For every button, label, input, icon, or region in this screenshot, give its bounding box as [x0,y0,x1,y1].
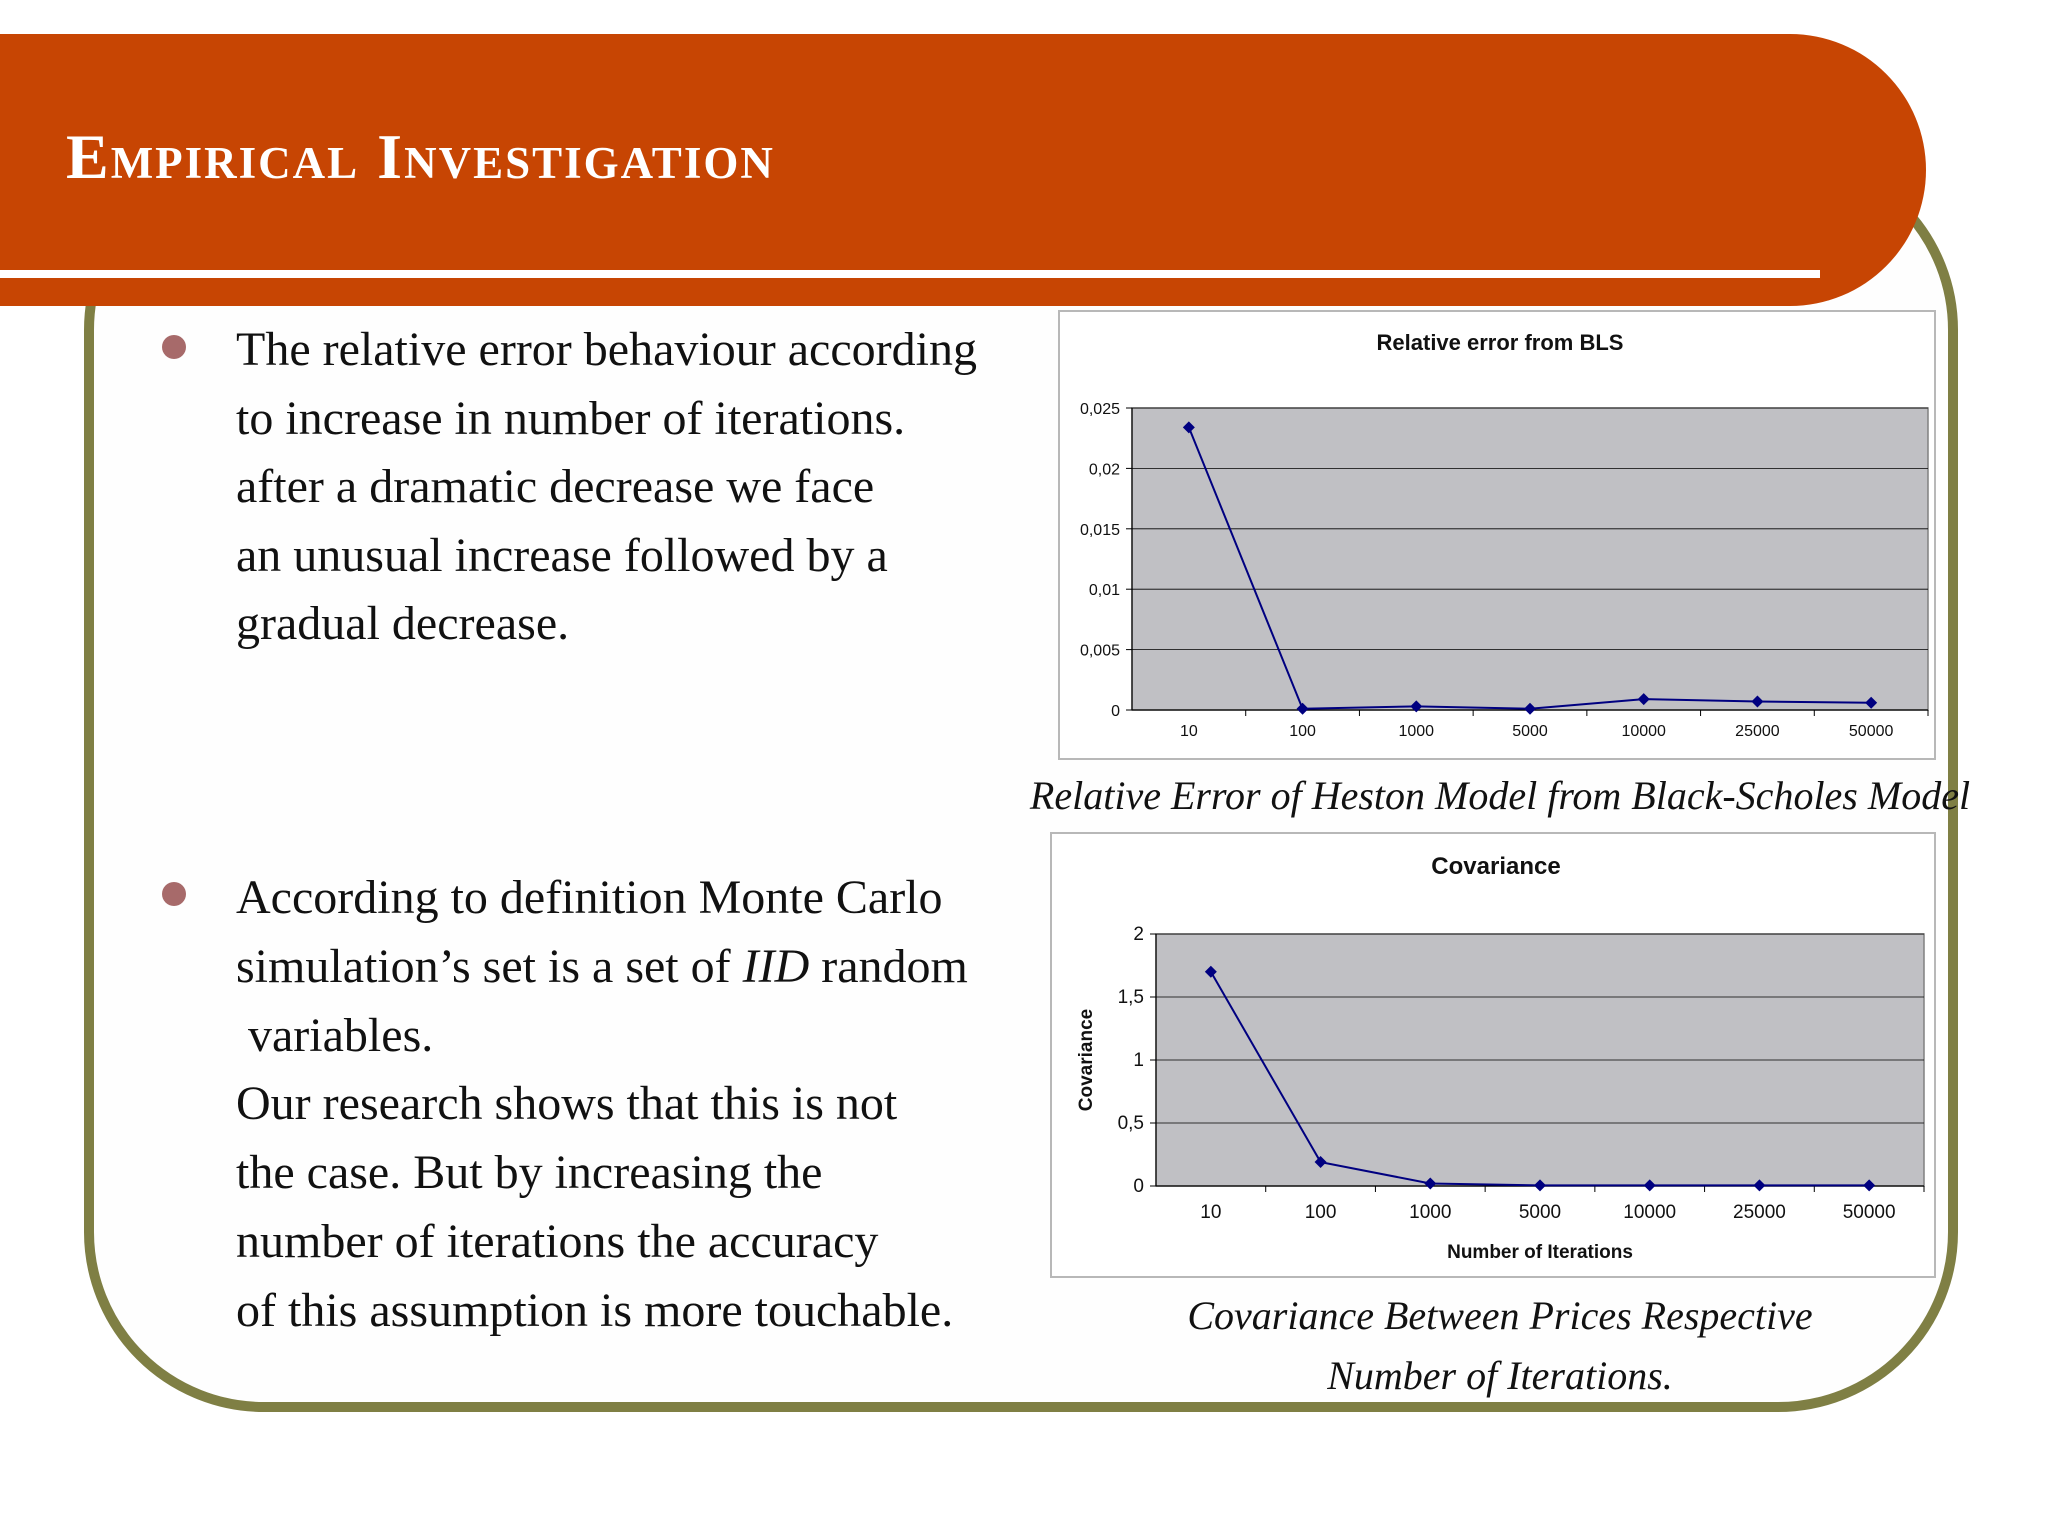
x-tick-label: 5000 [1518,1202,1562,1223]
covariance-chart [1052,834,1934,1276]
y-tick-label: 0,01 [1088,582,1120,600]
x-tick-label: 100 [1304,1202,1337,1223]
y-tick-label: 0,5 [1117,1113,1144,1134]
bullet-2-text: random [809,940,968,993]
bullet-1-line: after a dramatic decrease we face [236,460,875,513]
y-tick-label: 1,5 [1117,987,1144,1008]
relative-error-chart-box [1058,310,1936,760]
x-tick-label: 100 [1289,723,1316,740]
bullet-2-line: According to definition Monte Carlo [236,871,943,924]
bullet-1-line: gradual decrease. [236,597,570,650]
bullet-2-line: of this assumption is more touchable. [236,1284,954,1337]
chart1-caption: Relative Error of Heston Model from Black-Scholes Model [1029,773,1971,818]
bullet-2-iid: IID [742,940,810,993]
y-tick-label: 0,015 [1079,521,1120,539]
x-axis-title: Number of Iterations [1447,1242,1633,1263]
y-tick-label: 0,025 [1079,401,1120,418]
y-tick-label: 0,005 [1079,642,1120,660]
x-tick-label: 10000 [1623,1202,1677,1223]
bullet-2-line: number of iterations the accuracy [236,1215,879,1268]
y-tick-label: 0,02 [1088,461,1120,479]
plot-area [1132,408,1928,710]
y-tick-label: 2 [1133,924,1144,945]
bullet-2-line: the case. But by increasing the [236,1146,823,1199]
bullet-2-line: variables. [236,1009,434,1062]
x-tick-label: 1000 [1409,1202,1452,1223]
covariance-chart-box [1050,832,1936,1278]
bullet-2-text: simulation’s set is a set of [236,940,743,993]
x-tick-label: 50000 [1848,723,1894,740]
x-tick-label: 10 [1200,1202,1222,1223]
x-tick-label: 50000 [1842,1202,1896,1223]
y-axis-title: Covariance [1076,1008,1097,1112]
bullet-1-line: The relative error behaviour according [236,323,977,376]
x-tick-label: 25000 [1735,723,1780,740]
chart2-caption-line2: Number of Iterations. [1327,1353,1673,1398]
y-tick-label: 1 [1133,1050,1144,1071]
bullet-2-line: Our research shows that this is not [236,1077,898,1130]
bullet-marker [162,335,186,359]
x-tick-label: 25000 [1733,1202,1786,1223]
bullet-1-line: to increase in number of iterations. [236,392,906,445]
bullet-2-line [236,933,968,1002]
bullet-1-line: an unusual increase followed by a [236,529,888,582]
y-tick-label: 0 [1111,703,1120,720]
bullet-marker [162,882,186,906]
x-tick-label: 5000 [1512,723,1548,740]
x-tick-label: 10 [1179,723,1198,740]
chart-title: Relative error from BLS [1376,330,1624,355]
chart2-caption-line1: Covariance Between Prices Respective [1187,1293,1813,1338]
y-tick-label: 0 [1133,1176,1144,1197]
relative-error-chart [1060,312,1934,758]
banner-divider [0,270,1820,278]
chart-title: Covariance [1431,853,1561,880]
x-tick-label: 1000 [1398,723,1435,740]
x-tick-label: 10000 [1621,723,1666,740]
slide-title: Empirical Investigation [66,121,775,192]
